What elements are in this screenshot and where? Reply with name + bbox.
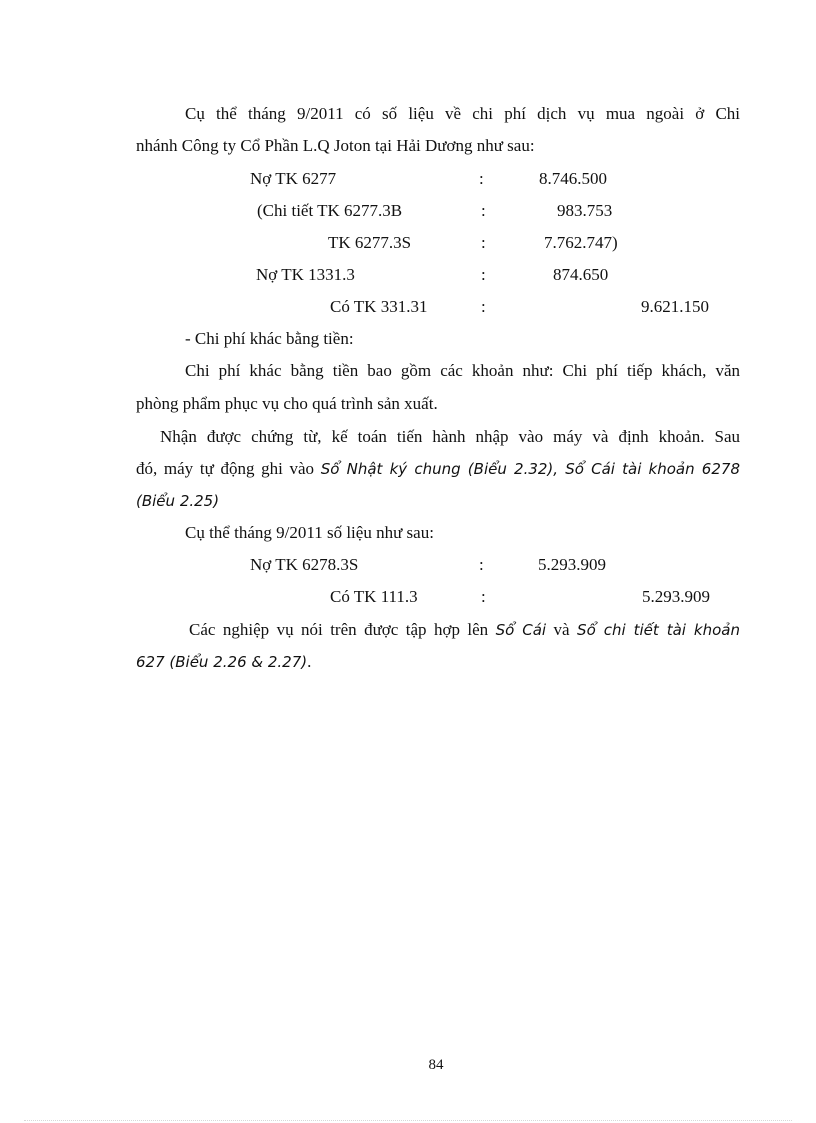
entry-colon: : (479, 555, 484, 574)
entry-amount: 874.650 (553, 265, 609, 284)
reference-text: (Biểu 2.25) (136, 492, 220, 510)
paragraph-3-text: đó, máy tự động ghi vào (136, 459, 321, 478)
reference-text: Sổ chi tiết tài khoản (577, 621, 740, 639)
reference-text: Sổ Cái (495, 621, 547, 639)
paragraph-1-line-1: Cụ thể tháng 9/2011 có số liệu về chi phí dịch vụ mua ngoài ở Chi (185, 104, 740, 123)
bottom-dotted-rule (24, 1120, 792, 1121)
entry-label: Có TK 111.3 (330, 587, 418, 606)
reference-text: 627 (Biểu 2.26 & 2.27) (136, 653, 308, 671)
paragraph-5-line-1 (189, 619, 740, 641)
entry-amount: 983.753 (557, 201, 613, 220)
paragraph-5-text: Các nghiệp vụ nói trên được tập hợp lên (189, 620, 496, 639)
entry-colon: : (481, 297, 486, 316)
entry-amount: 5.293.909 (538, 555, 606, 574)
entry-label: Nợ TK 1331.3 (256, 265, 355, 284)
entry-colon: : (479, 169, 484, 188)
entry-amount: 8.746.500 (539, 169, 607, 188)
entry-label: Nợ TK 6278.3S (250, 555, 359, 574)
paragraph-3-line-2 (136, 458, 740, 480)
paragraph-5-line-2 (136, 651, 311, 673)
paragraph-4: Cụ thể tháng 9/2011 số liệu như sau: (185, 523, 434, 542)
entry-amount: 7.762.747) (544, 233, 618, 252)
entry-amount: 9.621.150 (641, 297, 709, 316)
paragraph-2-line-2: phòng phẩm phục vụ cho quá trình sản xuất. (136, 394, 438, 413)
entry-colon: : (481, 265, 486, 284)
paragraph-3-line-1: Nhận được chứng từ, kế toán tiến hành nhập vào máy và định khoản. Sau (160, 427, 740, 446)
entry-label: (Chi tiết TK 6277.3B (257, 201, 403, 220)
paragraph-1-line-2: nhánh Công ty Cổ Phần L.Q Joton tại Hải Dương như sau: (136, 136, 535, 155)
entry-colon: : (481, 233, 486, 252)
entry-colon: : (481, 201, 486, 220)
entry-colon: : (481, 587, 486, 606)
paragraph-5-text: . (307, 652, 312, 671)
paragraph-2-line-1: Chi phí khác bằng tiền bao gồm các khoản như: Chi phí tiếp khách, văn (185, 361, 740, 380)
entry-label: Có TK 331.31 (330, 297, 428, 316)
entry-amount: 5.293.909 (642, 587, 710, 606)
page-number: 84 (428, 1057, 444, 1073)
reference-text: Sổ Nhật ký chung (Biểu 2.32), Sổ Cái tài khoản 6278 (320, 460, 740, 478)
paragraph-5-text: và (546, 620, 578, 639)
entry-label: Nợ TK 6277 (250, 169, 337, 188)
section-heading: - Chi phí khác bằng tiền: (185, 329, 354, 348)
entry-label: TK 6277.3S (328, 233, 412, 252)
